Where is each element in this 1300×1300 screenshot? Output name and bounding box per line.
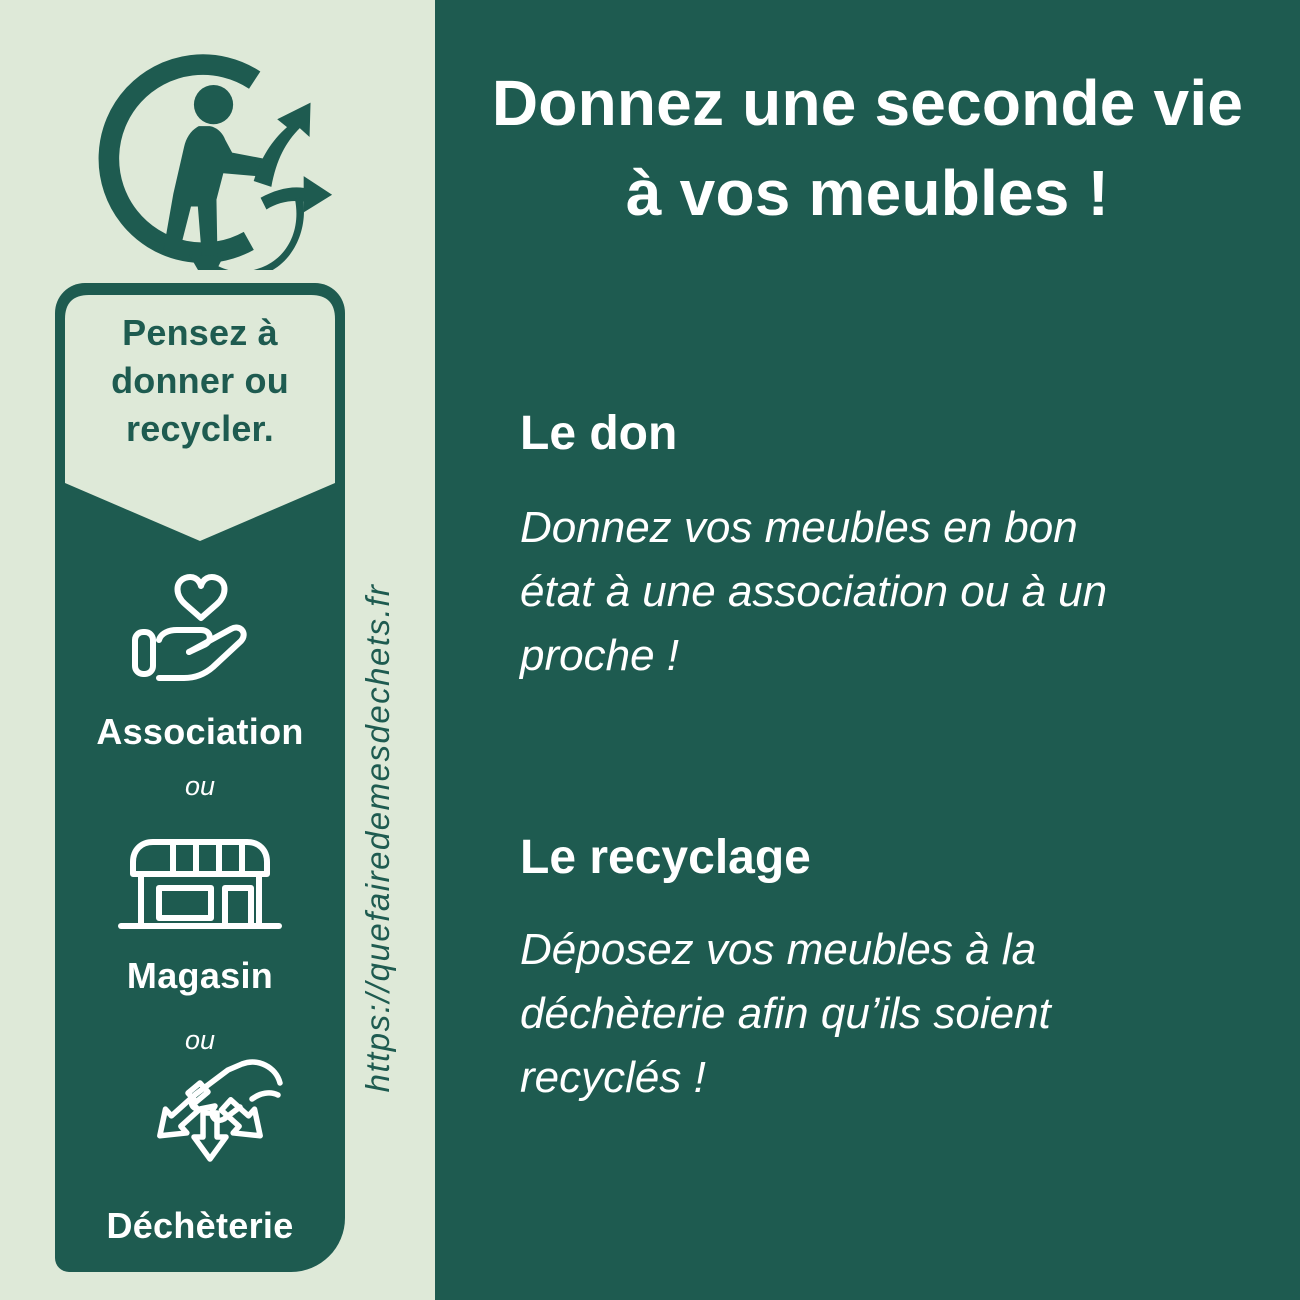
shop-icon <box>115 834 285 949</box>
section-don-body-line-1: Donnez vos meubles en bon <box>520 503 1078 552</box>
separator-ou-1: ou <box>184 771 216 801</box>
page-title <box>435 58 1300 238</box>
magasin-label: Magasin <box>126 955 274 996</box>
hand-sorting-waste-icon <box>134 1053 294 1193</box>
page-title-line-1: Donnez une seconde vie <box>491 67 1244 139</box>
section-recyclage-body <box>520 918 1051 1110</box>
section-recyclage-heading: Le recyclage <box>520 831 811 884</box>
association-label: Association <box>96 711 304 752</box>
section-recyclage-body-line-1: Déposez vos meubles à la <box>520 925 1037 974</box>
section-recyclage-body-line-3: recyclés ! <box>520 1053 706 1102</box>
triman-recycling-icon <box>92 48 337 270</box>
association-option <box>55 565 345 705</box>
banner-headline-line-3: recycler. <box>126 408 274 449</box>
magasin-option <box>55 831 345 951</box>
section-don-heading: Le don <box>520 407 678 460</box>
donation-banner <box>55 283 345 1272</box>
section-don-body-line-3: proche ! <box>520 631 679 680</box>
section-recyclage-body-line-2: déchèterie afin qu’ils soient <box>520 989 1051 1038</box>
left-column <box>0 0 435 1300</box>
banner-headline-line-1: Pensez à <box>122 312 278 353</box>
website-url: https://quefairedemesdechets.fr <box>359 583 396 1093</box>
separator-ou-2: ou <box>184 1025 216 1055</box>
section-don-body <box>520 496 1107 688</box>
page-title-line-2: à vos meubles ! <box>625 157 1110 229</box>
banner-headline-line-2: donner ou <box>111 360 289 401</box>
decheterie-label: Déchèterie <box>106 1205 294 1246</box>
content-panel <box>435 0 1300 1300</box>
heart-in-hand-icon <box>125 568 275 703</box>
decheterie-option <box>69 1059 359 1187</box>
banner-headline <box>55 309 345 453</box>
section-don-body-line-2: état à une association ou à un <box>520 567 1108 616</box>
